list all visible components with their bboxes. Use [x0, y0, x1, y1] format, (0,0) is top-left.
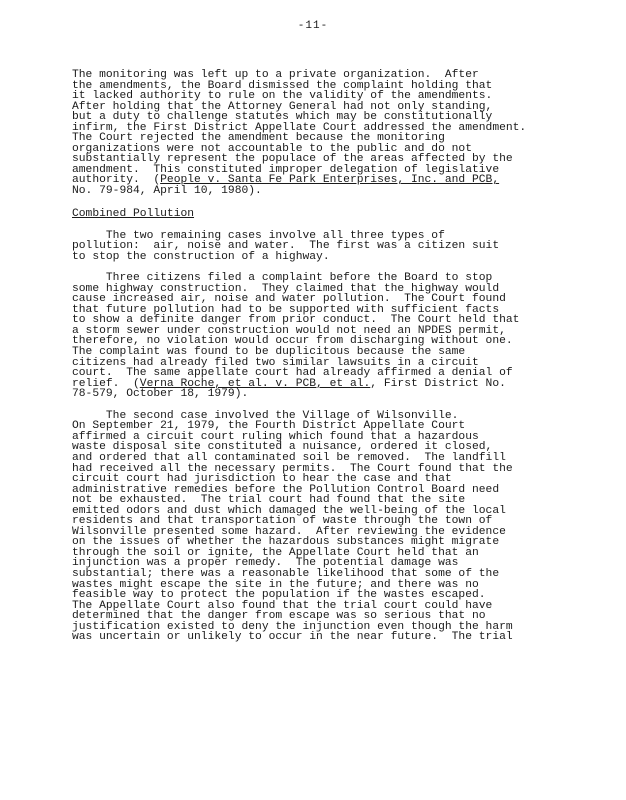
text-line: court. The same appellate court had already affirmed a denial of: [72, 367, 513, 380]
text-line: The monitoring was left up to a private organization. After: [72, 69, 479, 81]
paragraph-monitoring: [72, 70, 546, 197]
paragraph-spacer: [72, 220, 546, 231]
section-heading: Combined Pollution: [72, 207, 195, 220]
text-line: waste disposal site constituted a nuisance, ordered it closed,: [72, 441, 493, 454]
text-line: that future pollution had to be supported with sufficient facts: [72, 303, 500, 316]
text-line: to show a definite danger from prior conduct. The Court held that: [72, 314, 520, 327]
text-line: 78-579, October 18, 1979).: [72, 388, 249, 401]
text-line: but a duty to challenge statutes which may be constitutionally: [72, 111, 493, 124]
paragraph-wilsonville-case: [72, 411, 546, 643]
text-line: affirmed a circuit court ruling which found that a hazardous: [72, 430, 479, 443]
text-line: the amendments, the Board dismissed the complaint holding that: [72, 79, 493, 92]
text-line: Three citizens filed a complaint before the Board to stop: [72, 272, 493, 285]
text-line: was uncertain or unlikely to occur in the near future. The trial: [72, 631, 513, 644]
text-line: The Court rejected the amendment because the monitoring: [72, 132, 445, 145]
paragraph-spacer: [72, 197, 546, 208]
text-line: injunction was a proper remedy. The potential damage was: [72, 557, 459, 570]
text-line: had received all the necessary permits. The Court found that the: [72, 462, 513, 475]
text-line: The two remaining cases involve all three types of: [72, 229, 445, 242]
text-line: not be exhausted. The trial court had found that the site: [72, 494, 466, 507]
citation-prefix: authority. (: [72, 174, 161, 187]
text-line: through the soil or ignite, the Appellate Court held that an: [72, 546, 479, 559]
text-line: substantially represent the populace of the areas affected by the: [72, 153, 513, 166]
text-line: administrative remedies before the Pollution Control Board need: [72, 483, 500, 496]
text-line: citizens had already filed two similar lawsuits in a circuit: [72, 356, 479, 369]
text-line: The complaint was found to be duplicitous because the same: [72, 346, 466, 359]
text-line: No. 79-984, April 10, 1980).: [72, 185, 262, 198]
case-citation: Verna Roche, et al. v. PCB, et al.: [139, 377, 371, 390]
text-line: Wilsonville presented some hazard. After reviewing the evidence: [72, 525, 506, 538]
page-number: -11-: [297, 20, 329, 32]
text-line: organizations were not accountable to the public and do not: [72, 142, 472, 155]
text-line: The Appellate Court also found that the trial court could have: [72, 599, 493, 612]
document-body: [72, 70, 546, 643]
text-line: The second case involved the Village of Wilsonville.: [72, 409, 459, 422]
paragraph-combined-intro: [72, 231, 546, 263]
text-line: on the issues of whether the hazardous substances might migrate: [72, 536, 500, 549]
citation-suffix: , First District No.: [370, 377, 506, 390]
text-line: justification existed to deny the injunction even though the harm: [72, 620, 513, 633]
text-line: feasible way to protect the population if the wastes escaped.: [72, 589, 486, 602]
text-line: substantial; there was a reasonable likelihood that some of the: [72, 567, 500, 580]
text-line: infirm, the First District Appellate Court addressed the amendment.: [72, 121, 527, 134]
text-line: After holding that the Attorney General had not only standing,: [72, 100, 493, 113]
text-line: and ordered that all contaminated soil be removed. The landfill: [72, 451, 506, 464]
text-line: On September 21, 1979, the Fourth District Appellate Court: [72, 420, 466, 433]
text-line: determined that the danger from escape was so serious that no: [72, 610, 486, 623]
text-line: wastes might escape the site in the future; and there was no: [72, 578, 479, 591]
text-line: a storm sewer under construction would not need an NPDES permit,: [72, 324, 506, 337]
text-line: it lacked authority to rule on the validity of the amendments.: [72, 90, 493, 103]
text-line: emitted odors and dust which damaged the well-being of the local: [72, 504, 506, 517]
text-line: circuit court had jurisdiction to hear the case and that: [72, 473, 452, 486]
text-line: to stop the construction of a highway.: [72, 250, 330, 263]
case-citation: People v. Santa Fe Park Enterprises, Inc. and PCB,: [160, 174, 500, 187]
text-line: cause increased air, noise and water pollution. The Court found: [72, 293, 506, 306]
text-line: pollution: air, noise and water. The first was a citizen suit: [72, 240, 500, 253]
citation-prefix: relief. (: [72, 377, 140, 390]
text-line: some highway construction. They claimed that the highway would: [72, 282, 500, 295]
text-line: residents and that transportation of waste through the town of: [72, 515, 493, 528]
text-line: therefore, no violation would occur from discharging without one.: [72, 335, 513, 348]
paragraph-highway-case: [72, 273, 546, 400]
text-line: amendment. This constituted improper delegation of legislative: [72, 163, 500, 176]
